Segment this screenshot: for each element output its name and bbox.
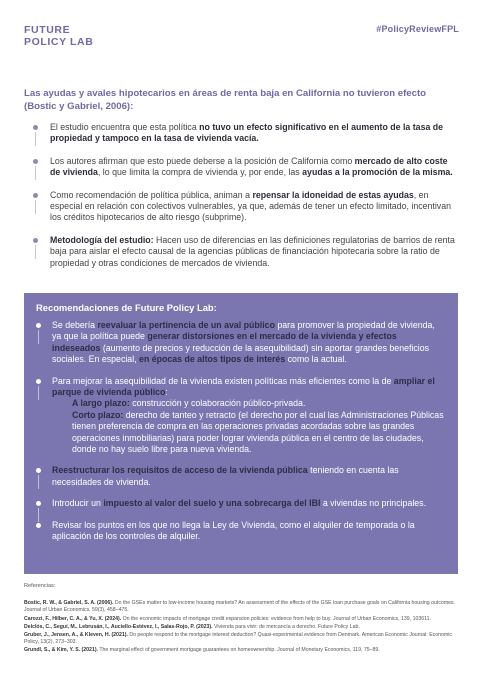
finding-bold: mercado de alto coste de vivienda [50,155,448,178]
finding-item [24,235,458,269]
sub-item-label: A largo plazo: [72,398,130,409]
finding-text: , lo que limita la compra de vivienda y, por ende, las [97,167,303,178]
recommendation-text: Para mejorar la asequibilidad de la vivienda existen políticas más eficientes como la de [52,375,394,386]
recommendation-text: Revisar los puntos en los que no llega la Ley de Vivienda, como el alquiler de temporada o la aplicación de los controles de alquiler. [52,519,415,542]
recommendation-bold: impuesto al valor del suelo y una sobrecarga del IBI [103,498,321,509]
recommendation-text: Introducir un [52,498,104,509]
references-title: Referencias: [24,583,56,589]
bullet-dot-icon [36,501,41,506]
reference-authors: Gruber, J., Jensen, A., & Kleven, H. (2021). [24,632,128,639]
bullet-dot-icon [36,523,41,528]
finding-text: Hacen uso de diferencias en las definiciones regulatorias de barrios de renta baja para aislar el efecto causal de la agencias públicas de financiación hipotecaria sobre la ratio de propiedad y otras condiciones de mercados de vivienda. [50,234,455,268]
bullet-connector [38,330,39,344]
bullet-connector [38,475,39,489]
recommendation-bold: Reestructurar los requisitos de acceso de la vivienda pública [52,465,308,476]
sub-item-text: construcción y colaboración público-privada. [129,398,306,409]
bullet-connector [35,245,36,259]
reference-item [24,647,460,654]
recommendation-bold: generar distorsiones en el mercado de la vivienda y efectos indeseados [52,331,397,353]
bullet-dot-icon [36,468,41,473]
recommendation-item [36,520,444,543]
reference-item [24,632,460,646]
finding-text: Los autores afirman que esto puede deberse a la posición de California como [50,155,355,166]
bullet-dot-icon [36,379,41,384]
bullet-dot-icon [33,193,38,198]
bullet-connector [35,166,36,180]
recommendation-text: : [165,387,168,398]
reference-authors: Bostic, R. W., & Gabriel, S. A. (2006). [24,600,114,607]
reference-text: Do the GSEs matter to low-income housing markets? An assessment of the effects of the GSE loan purchase goals on California housing outcomes. Journal of Urban Economics, 59(3), 458–475. [24,600,456,614]
bullet-connector [38,386,39,400]
reference-item [24,624,460,631]
references [24,583,460,656]
sub-item-label: Corto plazo: [72,409,124,420]
reference-text: Do people respond to the mortgage interest deduction? Quasi-experimental evidence from Denmark. American Economic Journal: Economic Policy, 13(2), 273–303. [24,632,452,646]
brand-line-1: FUTURE [24,24,71,36]
reference-item [24,600,460,614]
hashtag: #PolicyReviewFPL [376,24,459,34]
sub-item-text: derecho de tanteo y retracto (el derecho por el cual las Administraciones Públicas tienen preferencia de compra en las operaciones privadas acordadas sobre las grandes operaciones inmobiliarias) para poder lograr vivienda pública en el centro de las ciudades, donde no hay suelo libre para nueva vivienda. [72,409,444,455]
reference-text: Vivienda para vivir: de mercancía a derecho. Future Policy Lab. [212,623,360,630]
finding-bold: Metodología del estudio: [50,234,154,245]
recommendation-item [36,376,444,456]
reference-authors: Grundl, S., & Kim, Y. S. (2021). [24,647,98,654]
recommendation-item [36,320,444,366]
recommendation-text: a viviendas no principales. [320,498,427,509]
finding-bold: ayudas a la promoción de la misma. [302,167,453,178]
bullet-dot-icon [36,323,41,328]
section-heading: Las ayudas y avales hipotecarios en áreas de renta baja en California no tuvieron efecto (Bostic y Gabriel, 2006): [24,88,427,112]
recommendation-text: (aumento de precios y reducción de la asequibilidad) sin aportar grandes beneficios sociales. En especial, [52,342,430,365]
recommendations-title: Recomendaciones de Future Policy Lab: [36,302,217,313]
recommendation-item [36,498,444,509]
finding-item [24,122,458,145]
recommendation-bold: reevaluar la pertinencia de un aval público [97,320,275,330]
recommendation-text: Se debería [52,320,98,330]
findings-list [24,122,458,280]
page-header [24,24,459,54]
recommendation-bold: ampliar el parque de vivienda público [52,375,435,398]
bullet-connector [35,200,36,214]
bullet-connector [35,132,36,146]
finding-text: , en especial en relación con colectivos vulnerables, ya que, además de tener un efecto limitado, incentivan los créditos hipotecarios de alto riesgo (subprime). [50,189,451,223]
recommendations-box [24,293,458,574]
finding-bold: repensar la idoneidad de estas ayudas [252,189,414,200]
finding-item [24,190,458,224]
reference-item [24,616,460,623]
recommendation-text: para promover la propiedad de vivienda, ya que la política puede [52,320,435,342]
finding-item [24,156,458,179]
finding-text: El estudio encuentra que esta política [50,122,200,132]
reference-text: The marginal effect of government mortgage guarantees on homeownership. Journal of Monetary Economics, 119, 75–89. [98,647,380,654]
sub-item-short-term [52,410,444,456]
reference-text: On the economic impacts of mortgage credit expansion policies: evidence from help to buy. Journal of Urban Economics, 139, 103611. [121,615,431,622]
sub-item-long-term [52,398,444,409]
reference-authors: Delclós, C., Seguí, M., Lebrusán, I., Auciello-Estévez, I., Salas-Rojo, P. (2023). [24,623,213,630]
reference-authors: Carozzi, F., Hilber, C. A., & Yu, X. (2024). [24,615,122,622]
brand-line-2: POLICY LAB [24,36,94,48]
recommendation-bold: en épocas de altos tipos de interés [139,354,286,365]
bullet-dot-icon [33,125,38,130]
finding-bold: no tuvo un efecto significativo en el aumento de la tasa de propiedad y tampoco en la tasa de vivienda vacía. [50,122,444,144]
bullet-dot-icon [33,159,38,164]
finding-text: Como recomendación de política pública, animan a [50,189,253,200]
recommendation-item [36,465,444,488]
recommendation-text: como la actual. [285,354,347,365]
recommendation-text: teniendo en cuenta las necesidades de vivienda. [52,465,399,487]
bullet-dot-icon [33,238,38,243]
